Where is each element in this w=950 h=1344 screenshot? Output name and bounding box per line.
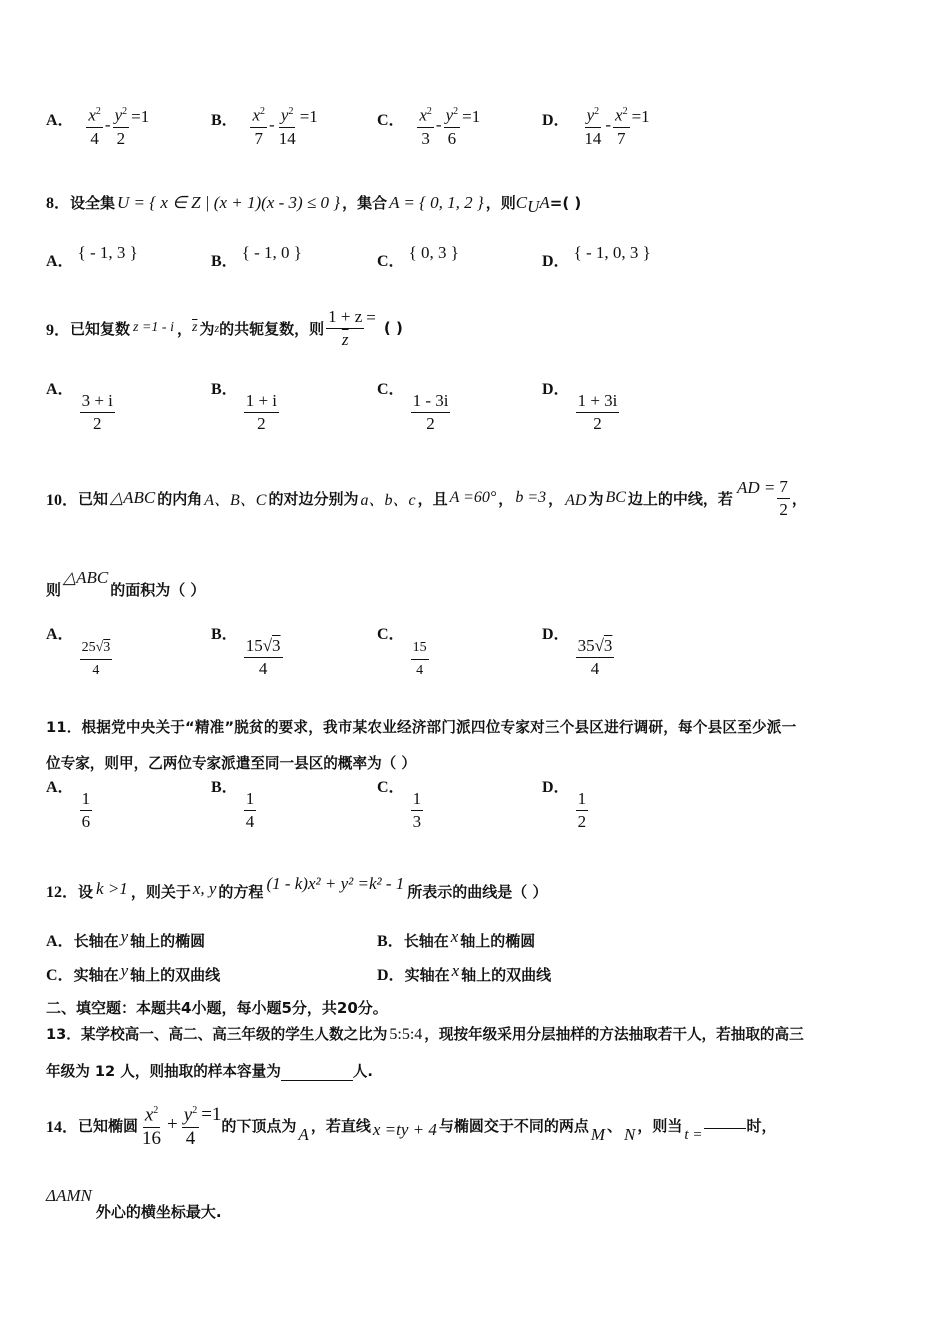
q9-option-c[interactable]: C． $\frac{1 - 3i}{2}$: [377, 381, 449, 433]
q14-line2: ΔAMN 外心的横坐标最大.: [46, 1186, 222, 1221]
q7-option-a[interactable]: A． $\frac{x^2}{4}$ - $\frac{y^2}{2}$ =1: [46, 102, 149, 149]
option-label: D．: [542, 111, 570, 129]
q8-option-d[interactable]: D． { - 1, 0, 3 }: [542, 243, 651, 270]
option-label: C．: [377, 111, 405, 129]
q9-expression: $\frac{1 + z}{z}$ =: [328, 306, 376, 349]
q12-option-c[interactable]: C．实轴在 y 轴上的双曲线: [46, 961, 221, 984]
q12-option-d[interactable]: D．实轴在 x 轴上的双曲线: [377, 961, 552, 984]
q11-option-c[interactable]: C． $\frac{1}{3}$: [377, 779, 422, 831]
q10-option-b[interactable]: B． $\frac{15√3}{4}$: [211, 626, 281, 678]
answer-blank[interactable]: [281, 1064, 353, 1081]
q11-option-b[interactable]: B． $\frac{1}{4}$: [211, 779, 255, 831]
q11-option-d[interactable]: D． $\frac{1}{2}$: [542, 779, 587, 831]
q7-option-b[interactable]: B． $\frac{x^2}{7}$ - $\frac{y^2}{14}$ =1: [211, 102, 318, 149]
q12-stem: 12． 设 k >1 ，则关于 x, y 的方程 (1 - k)x² + y² =k² - 1 所表示的曲线是（ ）: [46, 874, 548, 901]
q9-option-b[interactable]: B． $\frac{1 + i}{2}$: [211, 381, 277, 433]
q8-stem: 8．设全集 U = { x ∈ Z | (x + 1)(x - 3) ≤ 0 } ，集合 A = { 0, 1, 2 } ，则$C_UA=$( ): [46, 193, 582, 216]
q10-option-a[interactable]: A． $\frac{25√3}{4}$: [46, 626, 111, 678]
q11-line2: 位专家，则甲，乙两位专家派遣至同一县区的概率为（ ）: [46, 755, 416, 772]
q13-line2: 年级为 12 人，则抽取的样本容量为 人.: [46, 1063, 373, 1080]
q7-option-c[interactable]: C． $\frac{x^2}{3}$ - $\frac{y^2}{6}$ =1: [377, 102, 480, 149]
section-heading: 二、填空题：本题共4小题，每小题5分，共20分。: [46, 999, 388, 1017]
q13-line1: 13．某学校高一、高二、高三年级的学生人数之比为 5:5:4 ，现按年级采用分层抽样的方法抽取若干人，若抽取的高三: [46, 1026, 804, 1043]
q11-line1: 11．根据党中央关于“精准”脱贫的要求，我市某农业经济部门派四位专家对三个县区进行调研，每个县区至少派一: [46, 719, 797, 736]
q9-option-a[interactable]: A． $\frac{3 + i}{2}$: [46, 381, 113, 433]
q12-option-b[interactable]: B．长轴在 x 轴上的椭圆: [377, 927, 536, 950]
answer-blank[interactable]: [704, 1114, 746, 1129]
q10-option-c[interactable]: C． $\frac{15}{4}$: [377, 626, 427, 678]
q8-option-a[interactable]: A． { - 1, 3 }: [46, 243, 138, 270]
q14-stem: 14． 已知椭圆 $\frac{x^2}{16}$ + $\frac{y^2}{4}$ =1 的下顶点为 A ，若直线 x =ty + 4 与椭圆交于不同的两点 M 、 N ，则当 t = 时，: [46, 1096, 776, 1154]
option-label: B．: [211, 111, 238, 129]
q14-ellipse: $\frac{x^2}{16}$ + $\frac{y^2}{4}$ =1: [138, 1101, 221, 1148]
q11-option-a[interactable]: A． $\frac{1}{6}$: [46, 779, 91, 831]
q12-option-a[interactable]: A．长轴在 y 轴上的椭圆: [46, 927, 206, 950]
q8-option-b[interactable]: B． { - 1, 0 }: [211, 243, 302, 270]
q10-stem: 10． 已知 △ABC 的内角 A、B、C 的对边分别为 a、b、c ，且 A =60° ， b =3 ， AD 为 BC 边上的中线，若 AD = $\frac{7}{2}$ ，: [46, 476, 807, 519]
q10-line2: 则 △ABC 的面积为（ ）: [46, 568, 206, 599]
q8-option-c[interactable]: C． { 0, 3 }: [377, 243, 459, 270]
q10-option-d[interactable]: D． $\frac{35√3}{4}$: [542, 626, 613, 678]
option-label: A．: [46, 111, 74, 129]
q9-option-d[interactable]: D． $\frac{1 + 3i}{2}$: [542, 381, 618, 433]
q9-stem: 9． 已知复数 z =1 - i ， $\overline{z}$ 为 z 的共轭复数，则 $\frac{1 + z}{z}$ = ( ): [46, 306, 403, 349]
q10-ad-value: AD = $\frac{7}{2}$: [736, 476, 788, 519]
q7-option-d[interactable]: D． $\frac{y^2}{14}$ - $\frac{x^2}{7}$ =1: [542, 102, 650, 149]
